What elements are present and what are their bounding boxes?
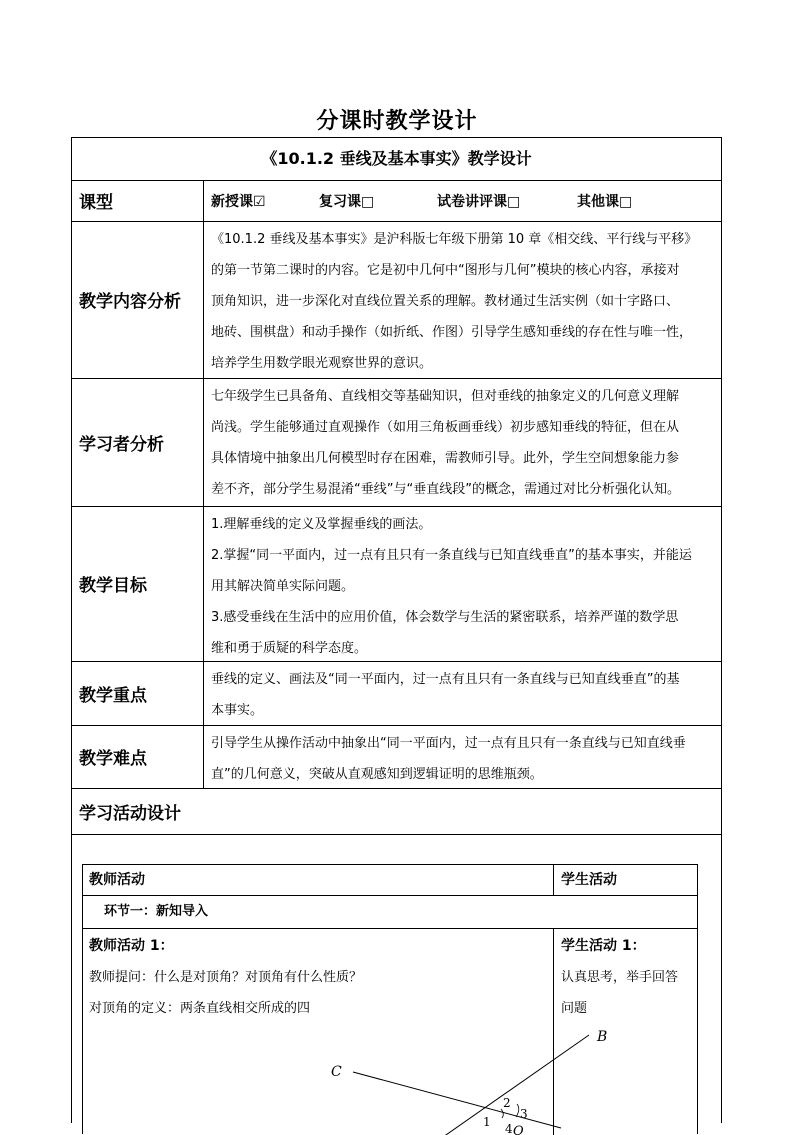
activity-table <box>82 864 698 1134</box>
row-divider <box>83 928 697 929</box>
objectives-label: 教学目标 <box>79 576 147 596</box>
activity-design-label: 学习活动设计 <box>79 803 181 824</box>
text-line: 具体情境中抽象出几何模型时存在困难，需教师引导。此外，学生空间想象能力参 <box>211 451 680 466</box>
text-line: 对顶角的定义：两条直线相交所成的四 <box>89 1001 311 1016</box>
text-line: 问题 <box>561 1001 588 1016</box>
angle-3-label: 3 <box>520 1107 528 1121</box>
design-title: 《10.1.2 垂线及基本事实》教学设计 <box>261 149 532 168</box>
key-points-label: 教学重点 <box>79 685 147 706</box>
angle-4-label: 4 <box>505 1122 513 1135</box>
text-line: 直”的几何意义，突破从直观感知到逻辑证明的思维瓶颈。 <box>211 767 543 782</box>
vertical-angles-figure <box>323 1025 608 1135</box>
angle-arc <box>501 1109 503 1118</box>
teacher-activity-content <box>89 931 549 1024</box>
point-b-label: B <box>597 1029 608 1045</box>
student-activity-title: 学生活动 1： <box>561 938 646 954</box>
row-divider <box>72 834 721 835</box>
student-activity-header: 学生活动 <box>561 872 617 888</box>
text-line: 的第一节第二课时的内容。它是初中几何中“图形与几何”模块的核心内容，承接对 <box>211 263 680 278</box>
text-line: 七年级学生已具备角、直线相交等基础知识，但对垂线的抽象定义的几何意义理解 <box>211 389 680 404</box>
text-line: 用其解决简单实际问题。 <box>211 579 355 594</box>
lesson-type-exam-review[interactable]: 试卷讲评课□ <box>437 193 521 210</box>
objectives-text <box>204 506 722 661</box>
text-line: 引导学生从操作活动中抽象出“同一平面内，过一点有且只有一条直线与已知直线垂 <box>211 736 686 751</box>
key-points-text <box>204 661 722 725</box>
text-line: 教师提问：什么是对顶角？对顶角有什么性质？ <box>89 970 363 985</box>
text-line: 2.掌握“同一平面内，过一点有且只有一条直线与已知直线垂直”的基本事实，并能运 <box>211 548 692 563</box>
point-o-label: O <box>513 1124 524 1135</box>
lesson-type-other[interactable]: 其他课□ <box>577 193 633 210</box>
text-line: 《10.1.2 垂线及基本事实》是沪科版七年级下册第 10 章《相交线、平行线与平移》 <box>211 232 698 247</box>
text-line: 地砖、围棋盘）和动手操作（如折纸、作图）引导学生感知垂线的存在性与唯一性， <box>211 325 693 340</box>
lesson-type-new[interactable]: 新授课☑ <box>211 193 266 210</box>
lesson-type-label: 课型 <box>79 193 113 213</box>
text-line: 垂线的定义、画法及“同一平面内，过一点有且只有一条直线与已知直线垂直”的基 <box>211 672 680 687</box>
text-line: 培养学生用数学眼光观察世界的意识。 <box>211 356 433 371</box>
angle-1-label: 1 <box>483 1115 491 1129</box>
content-analysis-text <box>204 221 722 378</box>
point-c-label: C <box>331 1064 342 1080</box>
page-title: 分课时教学设计 <box>316 109 478 134</box>
text-line: 认真思考，举手回答 <box>561 970 679 985</box>
difficulties-text <box>204 725 722 788</box>
text-line: 顶角知识，进一步深化对直线位置关系的理解。教材通过生活实例（如十字路口、 <box>211 294 680 309</box>
column-divider <box>553 865 554 895</box>
student-activity-content <box>561 931 695 1024</box>
angle-arc <box>516 1104 519 1117</box>
learner-analysis-text <box>204 378 722 506</box>
line-cd <box>353 1072 561 1128</box>
text-line: 1.理解垂线的定义及掌握垂线的画法。 <box>211 517 432 532</box>
stage-one-title: 环节一：新知导入 <box>104 904 209 919</box>
lesson-design-table <box>71 137 722 1135</box>
text-line: 尚浅。学生能够通过直观操作（如用三角板画垂线）初步感知垂线的特征，但在从 <box>211 420 680 435</box>
text-line: 3.感受垂线在生活中的应用价值，体会数学与生活的紧密联系，培养严谨的数学思 <box>211 610 679 625</box>
line-ab <box>403 1035 589 1135</box>
text-line: 维和勇于质疑的科学态度。 <box>211 641 368 656</box>
teacher-activity-title: 教师活动 1： <box>89 938 174 954</box>
text-line: 差不齐，部分学生易混淆“垂线”与“垂直线段”的概念，需通过对比分析强化认知。 <box>211 482 680 497</box>
lesson-type-review[interactable]: 复习课□ <box>319 193 375 210</box>
angle-2-label: 2 <box>503 1096 511 1110</box>
difficulties-label: 教学难点 <box>79 749 147 769</box>
content-analysis-label: 教学内容分析 <box>79 292 181 312</box>
teacher-activity-header: 教师活动 <box>89 872 145 888</box>
learner-analysis-label: 学习者分析 <box>79 434 164 455</box>
text-line: 本事实。 <box>211 703 264 718</box>
